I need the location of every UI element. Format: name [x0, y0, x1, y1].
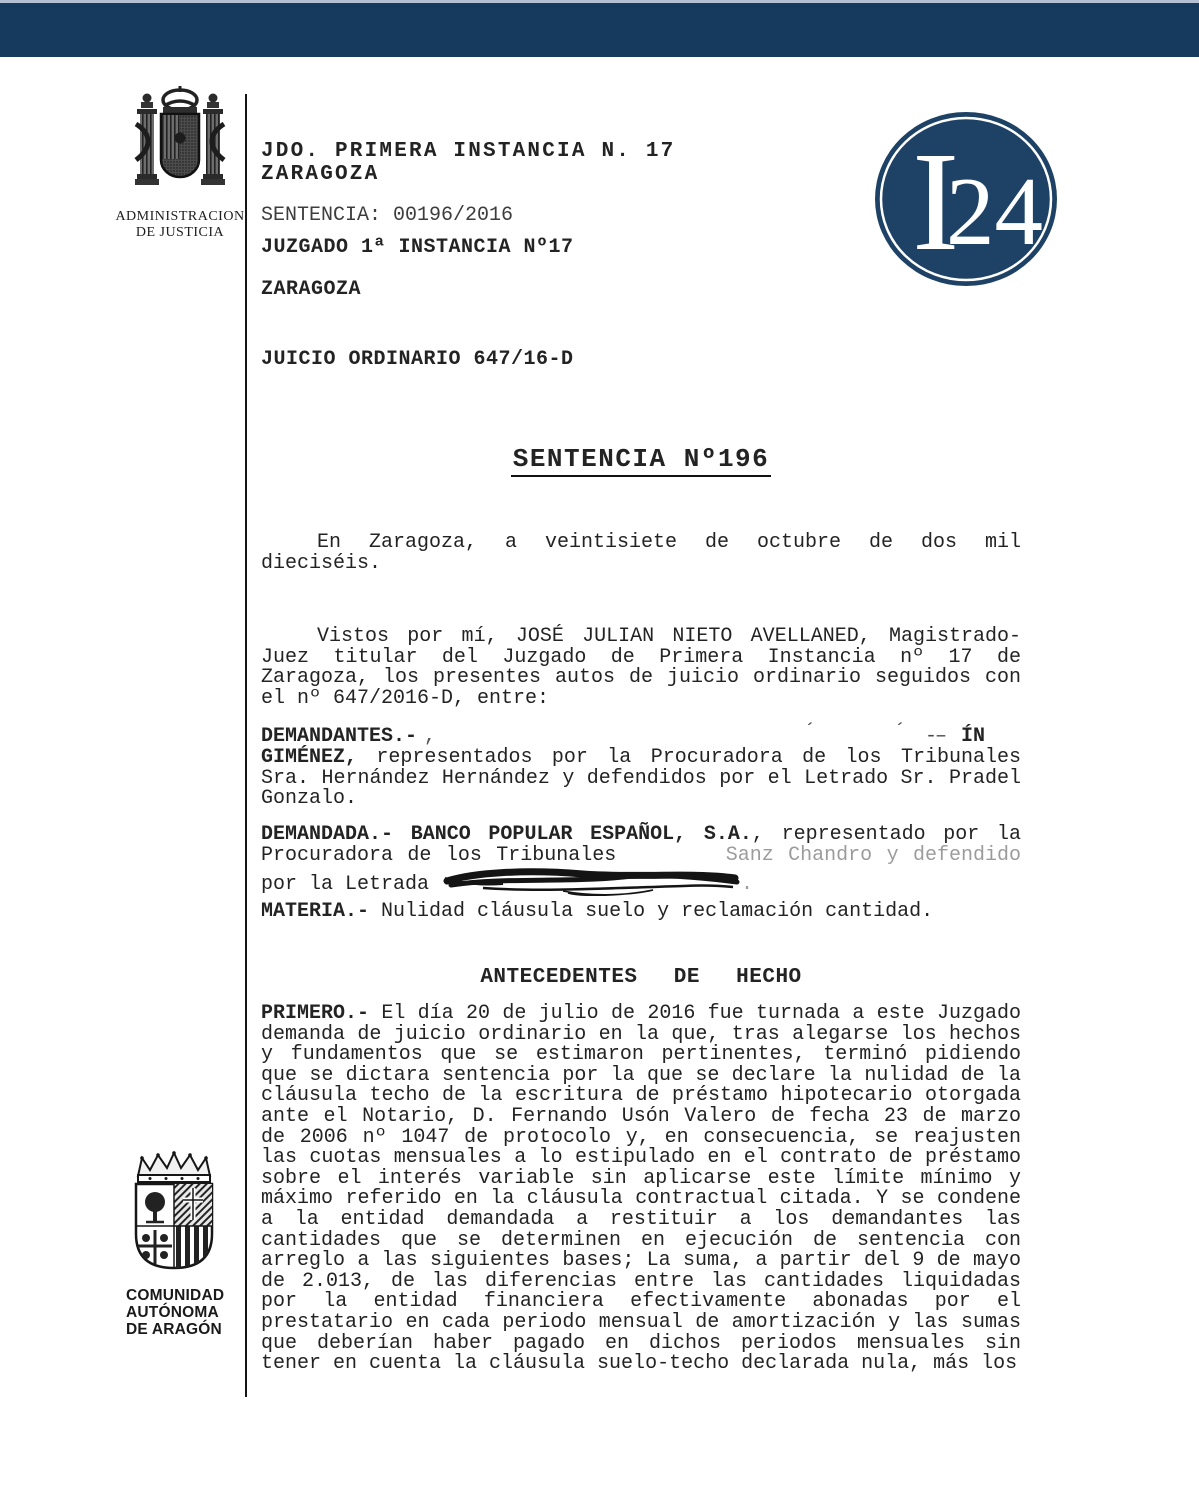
- i24-number-24: 24: [946, 158, 1043, 265]
- court-name: [261, 140, 1021, 186]
- materia-line: [261, 902, 1021, 923]
- faded-period: .: [741, 873, 754, 897]
- primero-text: El día 20 de julio de 2016 fue turnada a este Juzgado demanda de juicio ordinario en la que, tras alegarse los hechos y fundamentos que se estimaron pertinentes, terminó pidiendo que se dictara sentencia por la que se declare la nulidad de la cláusula techo de la escritura de préstamo hipotecario otorgada ante el Notario, D. Fernando Usón Valero de fecha 23 de marzo de 2006 nº 1047 de protocolo y, en consecuencia, se reajusten las cuotas mensuales a lo estipulado en el contrato de préstamo sobre el interés variable sin aplicarse este límite mínimo y máximo referido en la cláusula contractual citada. Y se condene a la entidad demandada a restituir a los demandantes las cantidades que se determinen en ejecución de sentencia con arreglo a las siguientes bases; La suma, a partir del 9 de mayo de 2.013, de las diferencias entre las cantidades liquidadas por la entidad financiera efectivamente abonadas por el prestatario en cada periodo mensual de amortización y las sumas que deberían haber pagado en dichos periodos mensuales sin tener en cuenta la cláusula suelo-techo declarada nula, más los: [261, 1002, 1021, 1376]
- city-line: ZARAGOZA: [261, 278, 362, 301]
- spain-coat-of-arms-icon: [122, 86, 238, 202]
- aragon-coat-of-arms-icon: [126, 1150, 222, 1274]
- demandantes-surname: GIMÉNEZ,: [261, 746, 358, 769]
- sentencia-reference: SENTENCIA: 00196/2016: [261, 204, 514, 227]
- materia-label: MATERIA.-: [261, 900, 370, 923]
- date-paragraph: En Zaragoza, a veintisiete de octubre de dos mil dieciséis.: [261, 531, 1021, 575]
- spain-caption-line1: ADMINISTRACION: [115, 209, 245, 224]
- aragon-caption-line1: COMUNIDAD: [126, 1287, 225, 1304]
- faded-procurador-name: Sanz Chandro y defendido: [725, 843, 1021, 867]
- administracion-justicia-logo: [115, 86, 245, 241]
- court-name-line2: ZARAGOZA: [261, 163, 380, 186]
- demandada-paragraph: [261, 825, 1021, 896]
- vistos-paragraph: Vistos por mí, JOSÉ JULIAN NIETO AVELLANED, Magistrado-Juez titular del Juzgado de Primera Instancia nº 17 de Zaragoza, los presentes autos de juicio ordinario seguidos con el nº 647/2016-D, entre:: [261, 625, 1021, 710]
- ink-scribble-redaction: [443, 866, 741, 896]
- demandantes-name-fragment-end: ÍN: [961, 725, 986, 748]
- margin-divider-line: [245, 94, 247, 1397]
- primero-label: PRIMERO.-: [261, 1002, 370, 1025]
- comunidad-aragon-logo: [126, 1150, 236, 1338]
- demandada-label: DEMANDADA.-: [261, 823, 394, 846]
- spain-caption-line2: DE JUSTICIA: [135, 225, 225, 240]
- demandantes-label: DEMANDANTES.-: [261, 725, 418, 748]
- redaction-artifact-comma: ,: [424, 725, 437, 748]
- demandada-text-2: por la Letrada: [261, 873, 442, 897]
- procedure-line: JUICIO ORDINARIO 647/16-D: [261, 348, 574, 371]
- aragon-caption-line3: DE ARAGÓN: [126, 1321, 222, 1338]
- document-body: [261, 0, 1021, 1491]
- sentencia-title-text: SENTENCIA Nº196: [511, 444, 772, 477]
- juzgado-line: JUZGADO 1ª INSTANCIA Nº17: [261, 236, 574, 259]
- demandada-text-1: , representado por la Procuradora de los Tribunales: [261, 823, 1021, 867]
- court-name-line1: JDO. PRIMERA INSTANCIA N. 17: [261, 140, 676, 163]
- demandantes-text: representados por la Procuradora de los Tribunales Sra. Hernández Hernández y defendidos por el Letrado Sr. Pradel Gonzalo.: [261, 746, 1021, 811]
- i24-letter-i: I: [912, 122, 960, 280]
- redaction-artifact-accent: ´: [804, 721, 817, 744]
- primero-paragraph: [261, 1004, 1021, 1375]
- demandantes-paragraph: [261, 748, 1021, 810]
- materia-text: Nulidad cláusula suelo y reclamación cantidad.: [369, 900, 934, 923]
- demandada-bank-name: BANCO POPULAR ESPAÑOL, S.A.: [393, 823, 752, 846]
- antecedentes-heading: ANTECEDENTES DE HECHO: [480, 966, 802, 989]
- aragon-caption-line2: AUTÓNOMA: [126, 1304, 219, 1321]
- sentencia-title: [261, 444, 1021, 474]
- demandantes-redacted-line: [261, 721, 1021, 748]
- redaction-artifact-accent: ´: [894, 721, 907, 744]
- redaction-artifact-dashes: -–: [925, 725, 946, 748]
